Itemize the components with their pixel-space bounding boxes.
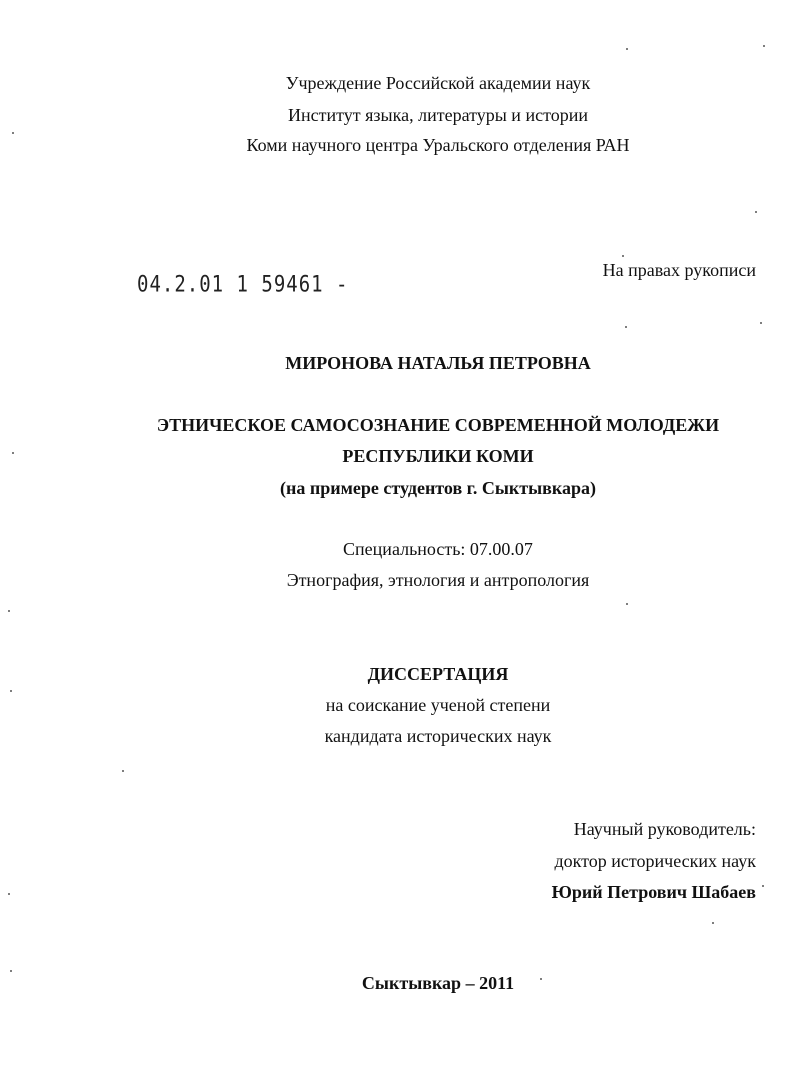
supervisor-label: Научный руководитель: bbox=[573, 819, 756, 839]
scan-speck bbox=[8, 610, 10, 612]
city-year: Сыктывкар – 2011 bbox=[361, 973, 515, 993]
title-line-2: РЕСПУБЛИКИ КОМИ bbox=[342, 446, 534, 466]
scan-speck bbox=[712, 922, 714, 924]
scan-speck bbox=[10, 970, 12, 972]
institution-line-2: Институт языка, литературы и истории bbox=[288, 105, 588, 125]
supervisor-degree: доктор исторических наук bbox=[554, 851, 756, 871]
archive-stamp-code: 04.2.01 1 59461 - bbox=[137, 272, 349, 298]
specialty-name: Этнография, этнология и антропология bbox=[286, 570, 590, 590]
scan-speck bbox=[622, 255, 624, 257]
dissertation-heading: ДИССЕРТАЦИЯ bbox=[367, 664, 509, 684]
scan-speck bbox=[755, 211, 757, 213]
specialty-code: Специальность: 07.00.07 bbox=[343, 539, 533, 559]
title-line-1: ЭТНИЧЕСКОЕ САМОСОЗНАНИЕ СОВРЕМЕННОЙ МОЛОДЕЖИ bbox=[156, 415, 720, 435]
scan-speck bbox=[122, 770, 124, 772]
institution-line-1: Учреждение Российской академии наук bbox=[285, 73, 591, 93]
scan-speck bbox=[763, 45, 765, 47]
scan-speck bbox=[540, 978, 542, 980]
supervisor-name: Юрий Петрович Шабаев bbox=[551, 882, 756, 902]
author-name: МИРОНОВА НАТАЛЬЯ ПЕТРОВНА bbox=[285, 353, 591, 373]
scan-speck bbox=[626, 48, 628, 50]
dissertation-line-2: кандидата исторических наук bbox=[324, 726, 552, 746]
scan-speck bbox=[762, 885, 764, 887]
scan-speck bbox=[625, 326, 627, 328]
institution-line-3: Коми научного центра Уральского отделения РАН bbox=[246, 135, 630, 155]
title-subtitle: (на примере студентов г. Сыктывкара) bbox=[280, 478, 596, 498]
scan-speck bbox=[10, 690, 12, 692]
scan-speck bbox=[760, 322, 762, 324]
scan-speck bbox=[12, 452, 14, 454]
scan-speck bbox=[8, 893, 10, 895]
dissertation-line-1: на соискание ученой степени bbox=[325, 695, 551, 715]
rights-note: На правах рукописи bbox=[602, 260, 756, 280]
scan-speck bbox=[12, 132, 14, 134]
scan-speck bbox=[626, 603, 628, 605]
